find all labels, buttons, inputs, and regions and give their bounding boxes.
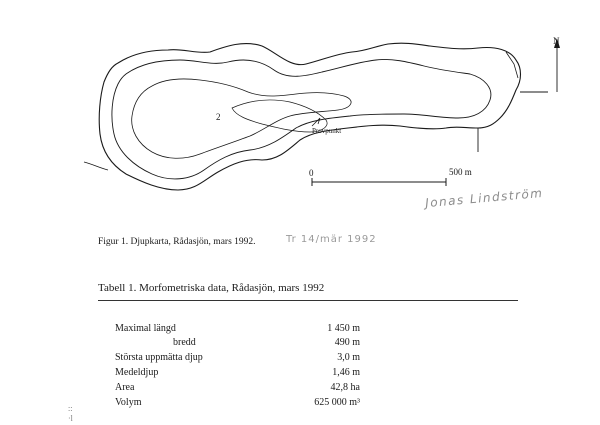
scale-end-label: 500 m <box>449 167 472 177</box>
row-value: 1,46 m <box>332 367 360 378</box>
row-label: Volym <box>115 397 142 408</box>
margin-mark: ·l <box>68 414 73 423</box>
table-row <box>115 323 360 337</box>
table-row <box>115 397 360 411</box>
table-rule <box>98 300 518 301</box>
table-row <box>115 367 360 381</box>
scale-bar <box>312 178 446 186</box>
table-row <box>115 337 360 351</box>
row-value: 3,0 m <box>337 352 360 363</box>
depth-marker: 2 <box>216 112 221 122</box>
scale-start-label: 0 <box>309 168 314 178</box>
margin-mark: :: <box>68 404 73 413</box>
row-value: 1 450 m <box>327 323 360 334</box>
row-label: Maximal längd <box>115 323 176 334</box>
table-row <box>115 352 360 366</box>
table-title: Tabell 1. Morfometriska data, Rådasjön, mars 1992 <box>98 282 325 294</box>
depth-contour-2m <box>132 79 351 158</box>
figure-faint-note: Tr 14/mär 1992 <box>286 234 377 245</box>
row-label: Area <box>115 382 135 393</box>
row-value: 42,8 ha <box>330 382 360 393</box>
row-value: 490 m <box>334 337 360 348</box>
row-label: Största uppmätta djup <box>115 352 203 363</box>
figure-caption: Figur 1. Djupkarta, Rådasjön, mars 1992. <box>98 237 256 247</box>
handwritten-note: Jonas Lindström <box>424 185 544 211</box>
row-label: Medeldjup <box>115 367 159 378</box>
row-label: bredd <box>173 337 196 348</box>
inlet-stream-west <box>84 162 108 170</box>
table-row <box>115 382 360 396</box>
north-label: N <box>553 36 560 46</box>
row-value: 625 000 m³ <box>314 397 360 408</box>
inlet-label: Provpunkt <box>312 127 342 135</box>
sample-point-arrow <box>312 118 320 126</box>
depth-contour-1m <box>112 59 491 178</box>
ne-shore-detail <box>506 52 518 78</box>
